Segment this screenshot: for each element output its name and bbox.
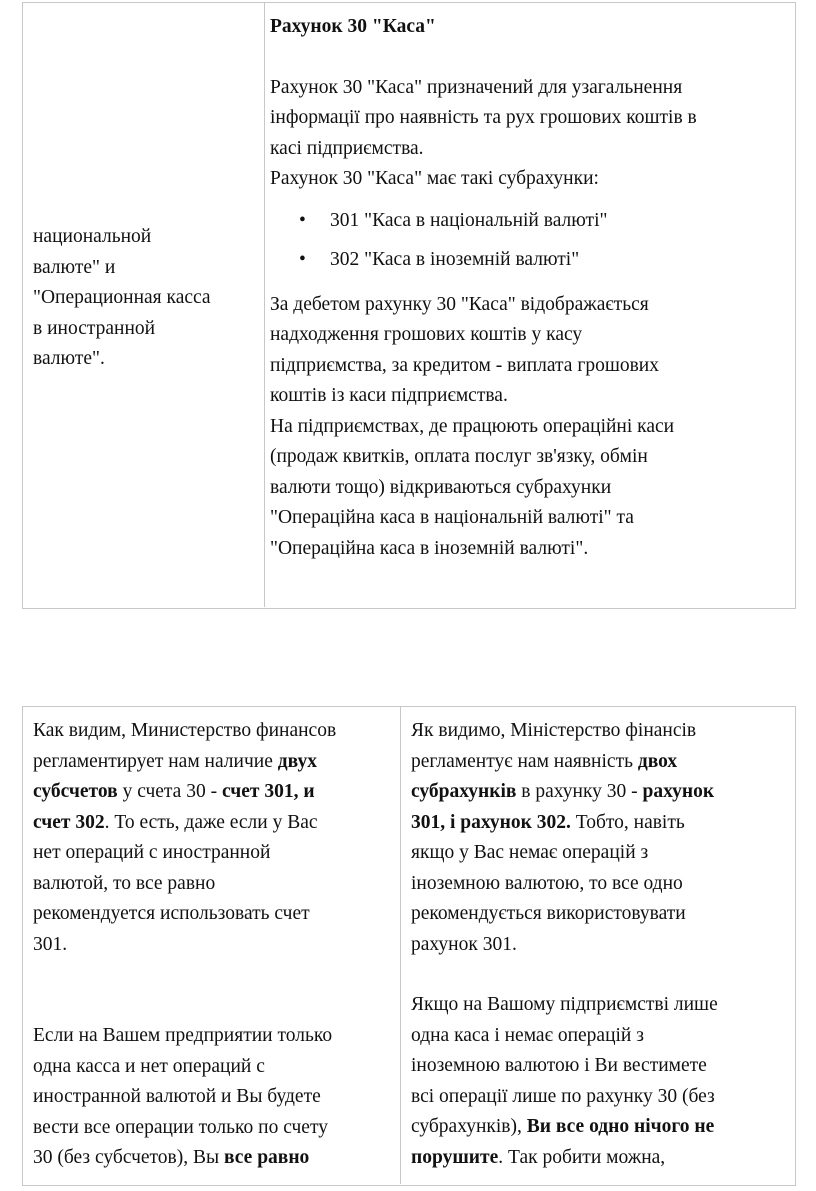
para-line: счет 302. То есть, даже если у Вас bbox=[33, 811, 318, 833]
table-bottom bbox=[22, 706, 796, 1186]
para-line: іноземною валютою і Ви вестимете bbox=[411, 1055, 707, 1076]
table-top-left-cell bbox=[33, 222, 258, 375]
body-line: надходження грошових коштів у касу bbox=[270, 324, 583, 345]
para-line: Если на Вашем предприятии только bbox=[33, 1025, 333, 1046]
para-line: субрахунків), Ви все одно нічого не bbox=[411, 1116, 715, 1137]
intro-line: касі підприємства. bbox=[270, 137, 424, 159]
intro-line: інформації про наявність та рух грошових коштів в bbox=[270, 107, 697, 128]
para-line: 301, і рахунок 302. Тобто, навіть bbox=[411, 811, 685, 833]
body-line: На підприємствах, де працюють операційні каси bbox=[270, 415, 675, 437]
left-text-line: в иностранной bbox=[33, 317, 156, 339]
list-item: • 301 "Каса в національній валюті" bbox=[270, 206, 792, 237]
left-text-line: "Операционная касса bbox=[33, 287, 211, 308]
para-line: нет операций с иностранной bbox=[33, 842, 271, 863]
para-line: иностранной валютой и Вы будете bbox=[33, 1086, 321, 1107]
intro-line: Рахунок 30 "Каса" має такі субрахунки: bbox=[270, 168, 599, 189]
table-bottom-divider bbox=[400, 707, 401, 1184]
para-line: Якщо на Вашому підприємстві лише bbox=[411, 994, 718, 1015]
para-line: регламентирует нам наличие двух bbox=[33, 750, 317, 772]
intro-line: Рахунок 30 "Каса" призначений для узагальнення bbox=[270, 76, 683, 98]
left-text-line: валюте". bbox=[33, 348, 105, 369]
body-line: підприємства, за кредитом - виплата грошових bbox=[270, 354, 659, 376]
para-line: Как видим, Министерство финансов bbox=[33, 720, 337, 741]
para-line: вести все операции только по счету bbox=[33, 1116, 328, 1138]
table-top bbox=[22, 2, 796, 609]
left-paragraph-1 bbox=[33, 716, 395, 960]
para-line: одна каса і немає операцій з bbox=[411, 1024, 644, 1046]
para-line: рахунок 301. bbox=[411, 933, 517, 955]
body-line: "Операційна каса в національній валюті" та bbox=[270, 507, 634, 528]
para-line: всі операції лише по рахунку 30 (без bbox=[411, 1085, 715, 1107]
table-bottom-right-cell bbox=[411, 716, 793, 1173]
body-paragraph bbox=[270, 290, 792, 565]
left-paragraph-2 bbox=[33, 1021, 395, 1174]
para-line: валютой, то все равно bbox=[33, 872, 216, 894]
table-bottom-left-cell bbox=[33, 716, 395, 1174]
table-top-divider bbox=[264, 3, 265, 607]
para-line: субсчетов у счета 30 - счет 301, и bbox=[33, 781, 315, 802]
para-line: рекомендується використовувати bbox=[411, 903, 686, 924]
left-text-line: валюте" и bbox=[33, 256, 116, 278]
para-line: регламентує нам наявність двох bbox=[411, 750, 678, 772]
body-line: валюти тощо) відкриваються субрахунки bbox=[270, 476, 612, 498]
para-line: одна касса и нет операций с bbox=[33, 1055, 265, 1077]
body-line: (продаж квитків, оплата послуг зв'язку, обмін bbox=[270, 446, 648, 467]
body-line: коштів із каси підприємства. bbox=[270, 385, 508, 406]
para-line: іноземною валютою, то все одно bbox=[411, 872, 683, 894]
right-paragraph-2 bbox=[411, 990, 793, 1173]
para-line: 30 (без субсчетов), Вы все равно bbox=[33, 1147, 310, 1168]
para-line: субрахунків в рахунку 30 - рахунок bbox=[411, 781, 715, 802]
subaccount-list bbox=[270, 206, 792, 276]
table-top-right-cell bbox=[270, 12, 792, 564]
section-heading: Рахунок 30 "Каса" bbox=[270, 16, 436, 37]
para-line: порушите. Так робити можна, bbox=[411, 1146, 666, 1168]
para-line: рекомендуется использовать счет bbox=[33, 903, 310, 924]
para-line: Як видимо, Міністерство фінансів bbox=[411, 720, 697, 741]
body-line: За дебетом рахунку 30 "Каса" відображається bbox=[270, 293, 649, 315]
left-text-line: национальной bbox=[33, 226, 152, 247]
list-item: • 302 "Каса в іноземній валюті" bbox=[270, 245, 792, 276]
para-line: 301. bbox=[33, 933, 68, 955]
para-line: якщо у Вас немає операцій з bbox=[411, 842, 649, 863]
right-paragraph-1 bbox=[411, 716, 793, 960]
body-line: "Операційна каса в іноземній валюті". bbox=[270, 537, 589, 559]
